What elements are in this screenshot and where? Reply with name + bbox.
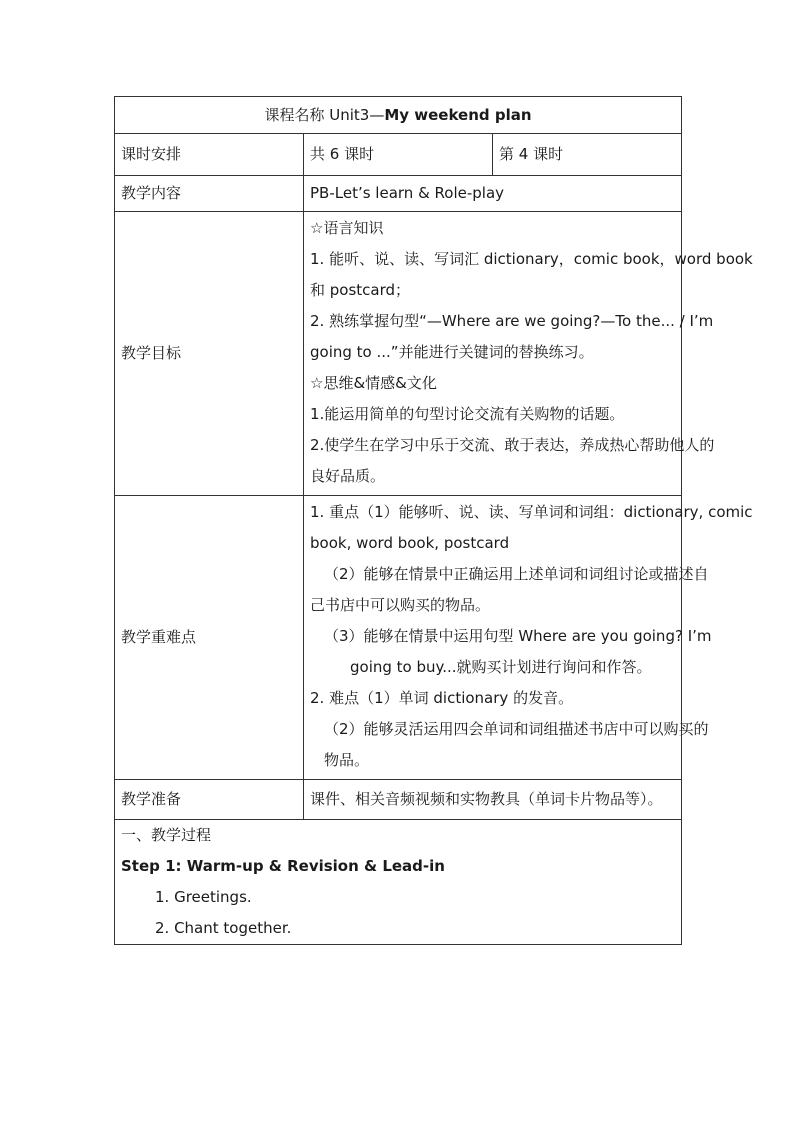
schedule-total: 共 6 课时	[304, 134, 493, 176]
key-points-label: 教学重难点	[115, 496, 304, 780]
key-points-line: 1. 重点（1）能够听、说、读、写单词和词组：dictionary, comic	[310, 503, 753, 521]
goals-line: 1.能运用简单的句型讨论交流有关购物的话题。	[310, 405, 625, 423]
goals-line: 1. 能听、说、读、写词汇 dictionary，comic book，word book	[310, 250, 753, 268]
key-points-line: 2. 难点（1）单词 dictionary 的发音。	[310, 689, 574, 707]
content-label: 教学内容	[115, 176, 304, 212]
key-points-line: 物品。	[324, 751, 370, 769]
course-title-cell	[115, 97, 682, 134]
key-points-line: （2）能够在情景中正确运用上述单词和词组讨论或描述自	[324, 565, 709, 583]
key-points-line: 己书店中可以购买的物品。	[310, 596, 491, 614]
goals-line: ☆思维&情感&文化	[310, 374, 437, 392]
goals-line: 和 postcard；	[310, 281, 411, 299]
goals-line: going to ...”并能进行关键词的替换练习。	[310, 343, 594, 361]
content-value: PB-Let’s learn & Role-play	[304, 176, 682, 212]
key-points-cell	[304, 496, 753, 780]
schedule-row	[115, 134, 682, 176]
lesson-plan-table	[114, 96, 753, 945]
key-points-row	[115, 496, 682, 780]
key-points-line: （2）能够灵活运用四会单词和词组描述书店中可以购买的	[324, 720, 709, 738]
process-row	[115, 820, 682, 945]
content-row	[115, 176, 682, 212]
course-title: My weekend plan	[384, 105, 532, 124]
process-cell	[115, 820, 682, 945]
key-points-line: book, word book, postcard	[310, 534, 510, 552]
goals-cell	[304, 212, 753, 496]
goals-line: 良好品质。	[310, 467, 386, 485]
schedule-label: 课时安排	[115, 134, 304, 176]
step-1-title: Step 1: Warm-up & Revision & Lead-in	[121, 857, 445, 875]
preparation-label: 教学准备	[115, 780, 304, 820]
process-heading: 一、教学过程	[121, 826, 212, 844]
key-points-line: （3）能够在情景中运用句型 Where are you going? I’m	[324, 627, 712, 645]
goals-line: ☆语言知识	[310, 219, 384, 237]
title-row	[115, 97, 682, 134]
goals-line: 2.使学生在学习中乐于交流、敢于表达，养成热心帮助他人的	[310, 436, 715, 454]
goals-line: 2. 熟练掌握句型“—Where are we going?—To the... / I’m	[310, 312, 714, 330]
key-points-line: going to buy...就购买计划进行询问和作答。	[350, 658, 652, 676]
preparation-row	[115, 780, 682, 820]
goals-row	[115, 212, 682, 496]
process-item: 2. Chant together.	[155, 919, 292, 937]
goals-label: 教学目标	[115, 212, 304, 496]
process-item: 1. Greetings.	[155, 888, 252, 906]
course-label: 课程名称 Unit3—	[264, 105, 385, 124]
preparation-value: 课件、相关音频视频和实物教具（单词卡片物品等）。	[304, 780, 682, 820]
schedule-current: 第 4 课时	[493, 134, 682, 176]
